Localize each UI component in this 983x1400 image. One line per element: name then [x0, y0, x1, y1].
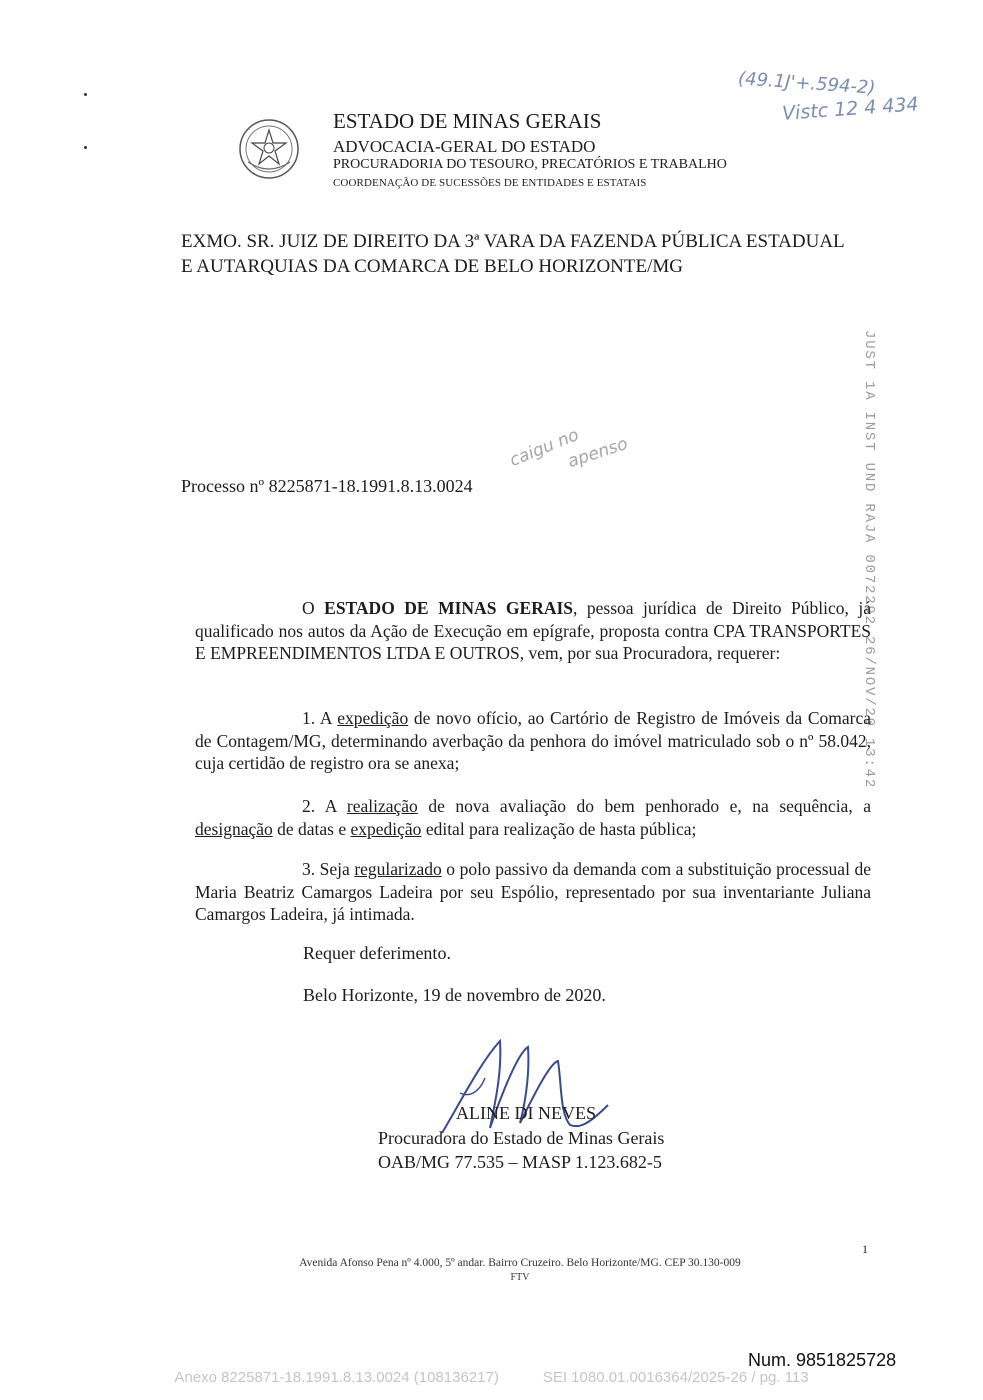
intro-text: , pessoa jurídica de Direito Público, já qualificado nos autos da Ação de Execução em epígrafe, proposta contra CPA TRANSPORTES E EMPREENDIMENTOS LTDA E OUTROS, vem, por sua Procuradora, requerer:	[195, 598, 872, 663]
footer-initials: FTV	[510, 1272, 530, 1283]
header-department: PROCURADORIA DO TESOURO, PRECATÓRIOS E TRABALHO	[333, 157, 727, 172]
scan-speck	[84, 146, 87, 149]
handwritten-note-a: caigu no	[506, 425, 582, 471]
addressee	[181, 229, 881, 279]
request-item-2	[195, 795, 871, 840]
addressee-line-2: E AUTARQUIAS DA COMARCA DE BELO HORIZONTE/MG	[181, 256, 683, 277]
process-number: Processo nº 8225871-18.1991.8.13.0024	[181, 476, 473, 496]
intro-bold: ESTADO DE MINAS GERAIS	[324, 598, 574, 618]
item-1-text: de novo ofício, ao Cartório de Registro de Imóveis da Comarca de Contagem/MG, determinando averbação da penhora do imóvel matriculado sob o nº 58.042, cuja certidão de registro ora se anexa;	[195, 708, 871, 773]
addressee-line-1: EXMO. SR. JUIZ DE DIREITO DA 3ª VARA DA FAZENDA PÚBLICA ESTADUAL	[181, 231, 845, 252]
item-2-pre: 2. A	[302, 796, 347, 816]
request-item-1	[195, 707, 871, 775]
request-item-3	[195, 858, 871, 926]
scan-speck	[84, 93, 87, 96]
handwritten-signature	[440, 1033, 610, 1143]
item-2-mid-2: de datas e	[272, 818, 351, 839]
signatory-ids: OAB/MG 77.535 – MASP 1.123.682-5	[378, 1152, 662, 1172]
item-2-text: edital para realização de hasta pública;	[421, 818, 697, 839]
signatory-name: ALINE DI NEVES	[456, 1103, 596, 1123]
item-3-text: o polo passivo da demanda com a substituição processual de Maria Beatriz Camargos Ladeira por seu Espólio, representado por sua inventariante Juliana Camargos Ladeira, já intimada.	[195, 859, 871, 924]
closing-date: Belo Horizonte, 19 de novembro de 2020.	[303, 985, 606, 1005]
closing-request: Requer deferimento.	[303, 943, 451, 963]
footer-address: Avenida Afonso Pena nº 4.000, 5º andar. Bairro Cruzeiro. Belo Horizonte/MG. CEP 30.130-009	[299, 1257, 741, 1269]
protocol-stamp: JUST 1A INST UND RAJA 0072292 26/NOV/20 13:42	[861, 330, 877, 790]
handwritten-reference: (49.1J'+.594-2)	[737, 68, 877, 99]
sei-reference: SEI 1080.01.0016364/2025-26 / pg. 113	[542, 1369, 809, 1386]
item-3-pre: 3. Seja	[302, 859, 355, 879]
header-agency: ADVOCACIA-GERAL DO ESTADO	[333, 137, 596, 156]
item-2-mid-1: de nova avaliação do bem penhorado e, na sequência, a	[417, 796, 871, 816]
item-1-underlined: expedição	[337, 708, 409, 728]
item-2-underlined-1: realização	[346, 796, 418, 816]
item-2-underlined-2: designação	[195, 818, 273, 839]
intro-lead: O	[302, 598, 325, 618]
handwritten-note-b: apenso	[565, 433, 631, 473]
item-2-underlined-3: expedição	[350, 818, 422, 839]
item-1-pre: 1. A	[302, 708, 338, 728]
annex-reference: Anexo 8225871-18.1991.8.13.0024 (108136217)	[174, 1369, 499, 1386]
annex-footer	[0, 1369, 983, 1386]
coat-of-arms-icon	[238, 118, 300, 180]
header-coordination: COORDENAÇÃO DE SUCESSÕES DE ENTIDADES E ESTATAIS	[333, 177, 647, 189]
signatory-role: Procuradora do Estado de Minas Gerais	[378, 1128, 665, 1148]
page-number: 1	[862, 1242, 868, 1256]
handwritten-vista: Vistc 12 4 434	[781, 93, 920, 125]
intro-paragraph	[195, 597, 871, 665]
item-3-underlined: regularizado	[354, 859, 442, 879]
document-number: Num. 9851825728	[748, 1350, 897, 1370]
header-state: ESTADO DE MINAS GERAIS	[333, 109, 602, 133]
